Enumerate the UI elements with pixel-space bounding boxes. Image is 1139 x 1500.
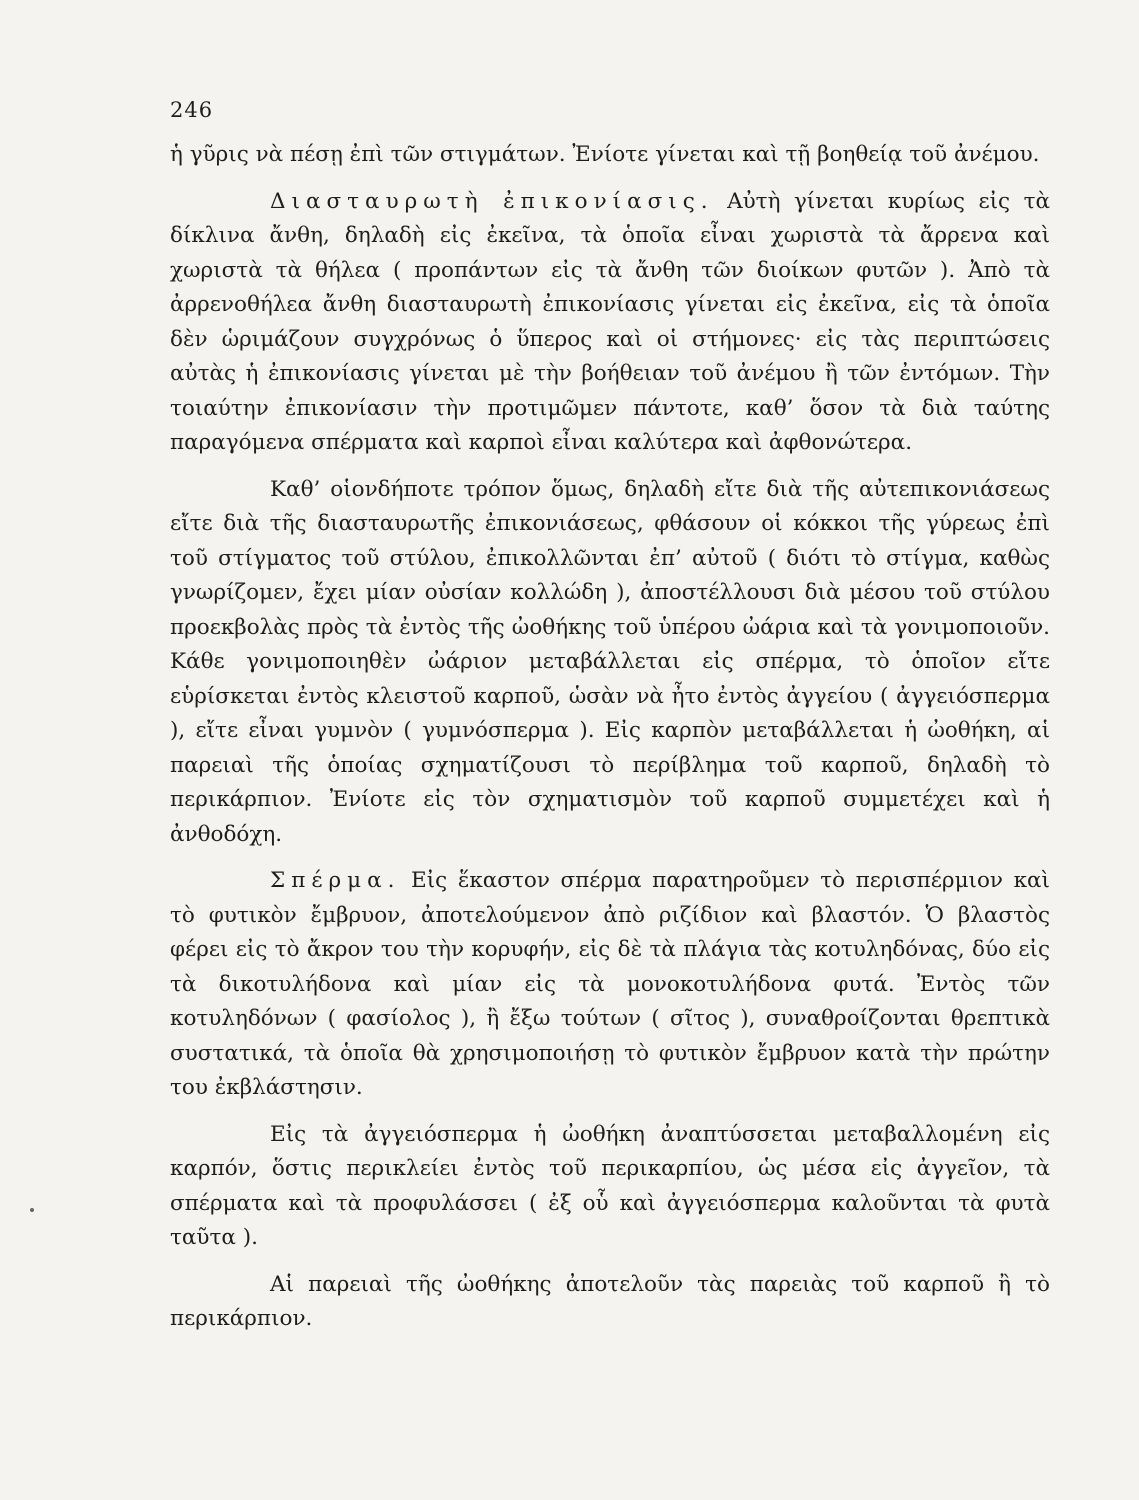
paragraph-text: Εἰς τὰ ἀγγειόσπερμα ἡ ὠοθήκη ἀναπτύσσεται μεταβαλλομένη εἰς καρπόν, ὅστις περικλείει ἐντὸς τοῦ περικαρπίου, ὡς μέσα εἰς ἀγγεῖον, τὰ σπέρματα καὶ τὰ προφυλάσσει ( ἐξ οὗ καὶ ἀγγειόσπερμα καλοῦνται τὰ φυτὰ ταῦτα ).	[170, 1121, 1050, 1250]
spaced-heading: Σπέρμα.	[270, 868, 401, 893]
paragraph-text: Αὐτὴ γίνεται κυρίως εἰς τὰ δίκλινα ἄνθη, δηλαδὴ εἰς ἐκεῖνα, τὰ ὁποῖα εἶναι χωριστὰ τὰ ἄρρενα καὶ χωριστὰ τὰ θήλεα ( προπάντων εἰς τὰ ἄνθη τῶν διοίκων φυτῶν ). Ἀπὸ τὰ ἀρρενοθήλεα ἄνθη διασταυρωτὴ ἐπικονίασις γίνεται εἰς ἐκεῖνα, εἰς τὰ ὁποῖα δὲν ὡριμάζουν συγχρόνως ὁ ὕπερος καὶ οἱ στήμονες· εἰς τὰς περιπτώσεις αὐτὰς ἡ ἐπικονίασις γίνεται μὲ τὴν βοήθειαν τοῦ ἀνέμου ἢ τῶν ἐντόμων. Τὴν τοιαύτην ἐπικονίασιν τὴν προτιμῶμεν πάντοτε, καθ’ ὅσον τὰ διὰ ταύτης παραγόμενα σπέρματα καὶ καρποὶ εἶναι καλύτερα καὶ ἀφθονώτερα.	[170, 188, 1050, 455]
body-text	[170, 138, 1050, 1349]
margin-dot	[30, 1208, 34, 1212]
paragraph-text: Καθ’ οἱονδήποτε τρόπον ὅμως, δηλαδὴ εἴτε διὰ τῆς αὐτεπικονιάσεως εἴτε διὰ τῆς διασταυρωτῆς ἐπικονιάσεως, φθάσουν οἱ κόκκοι τῆς γύρεως ἐπὶ τοῦ στίγματος τοῦ στύλου, ἐπικολλῶνται ἐπ’ αὐτοῦ ( διότι τὸ στίγμα, καθὼς γνωρίζομεν, ἔχει μίαν οὐσίαν κολλώδη ), ἀποστέλλουσι διὰ μέσου τοῦ στύλου προεκβολὰς πρὸς τὰ ἐντὸς τῆς ὠοθήκης τοῦ ὑπέρου ὠάρια καὶ τὰ γονιμοποιοῦν. Κάθε γονιμοποιηθὲν ὠάριον μεταβάλλεται εἰς σπέρμα, τὸ ὁποῖον εἴτε εὑρίσκεται ἐντὸς κλειστοῦ καρποῦ, ὡσὰν νὰ ἦτο ἐντὸς ἀγγείου ( ἀγγειόσπερμα ), εἴτε εἶναι γυμνὸν ( γυμνόσπερμα ). Εἰς καρπὸν μεταβάλλεται ἡ ὠοθήκη, αἱ παρειαὶ τῆς ὁποίας σχηματίζουσι τὸ περίβλημα τοῦ καρποῦ, δηλαδὴ τὸ περικάρπιον. Ἐνίοτε εἰς τὸν σχηματισμὸν τοῦ καρποῦ συμμετέχει καὶ ἡ ἀνθοδόχη.	[170, 476, 1050, 847]
page-number: 246	[170, 98, 214, 122]
paragraph-text: ἡ γῦρις νὰ πέσῃ ἐπὶ τῶν στιγμάτων. Ἐνίοτε γίνεται καὶ τῇ βοηθείᾳ τοῦ ἀνέμου.	[170, 142, 1040, 167]
paragraph-3	[170, 473, 1050, 853]
spaced-heading: Διασταυρωτὴ ἐπικονίασις.	[270, 188, 714, 214]
paragraph-text: Εἰς ἕκαστον σπέρμα παρατηροῦμεν τὸ περισπέρμιον καὶ τὸ φυτικὸν ἔμβρυον, ἀποτελούμενον ἀπὸ ριζίδιον καὶ βλαστόν. Ὁ βλαστὸς φέρει εἰς τὸ ἄκρον του τὴν κορυφήν, εἰς δὲ τὰ πλάγια τὰς κοτυληδόνας, δύο εἰς τὰ δικοτυλήδονα καὶ μίαν εἰς τὰ μονοκοτυλήδονα φυτά. Ἐντὸς τῶν κοτυληδόνων ( φασίολος ), ἢ ἔξω τούτων ( σῖτος ), συναθροίζονται θρεπτικὰ συστατικά, τὰ ὁποῖα θὰ χρησιμοποιήσῃ τὸ φυτικὸν ἔμβρυον κατὰ τὴν πρώτην του ἐκβλάστησιν.	[170, 868, 1050, 1100]
paragraph-4	[170, 864, 1050, 1106]
paragraph-1	[170, 138, 1050, 173]
paragraph-2	[170, 185, 1050, 461]
paragraph-text: Αἱ παρειαὶ τῆς ὠοθήκης ἀποτελοῦν τὰς παρειὰς τοῦ καρποῦ ἢ τὸ περικάρπιον.	[170, 1271, 1050, 1331]
paragraph-5	[170, 1118, 1050, 1256]
paragraph-6	[170, 1268, 1050, 1337]
